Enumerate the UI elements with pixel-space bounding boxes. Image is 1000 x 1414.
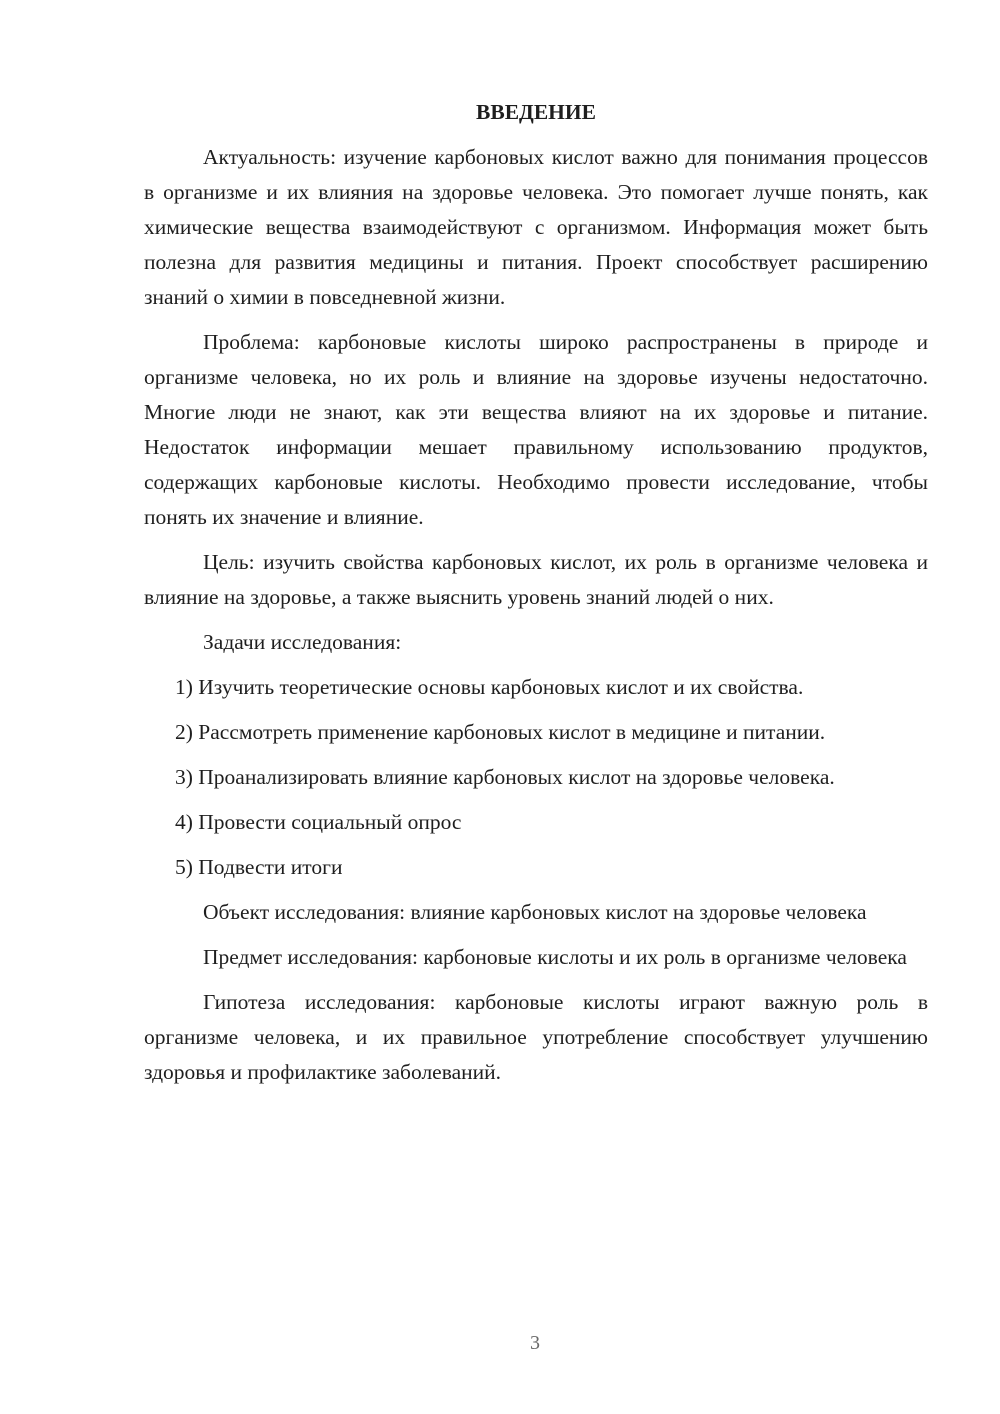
page-content xyxy=(144,95,928,1100)
task-item-1: 1) Изучить теоретические основы карбоновых кислот и их свойства. xyxy=(175,675,804,699)
task-item-3: 3) Проанализировать влияние карбоновых кислот на здоровье человека. xyxy=(175,765,835,789)
paragraph-hypothesis: Гипотеза исследования: карбоновые кислоты играют важную роль в организме человека, и их правильное употребление способствует улучшению здоровья и профилактике заболеваний. xyxy=(144,990,928,1084)
paragraph-tasks-heading: Задачи исследования: xyxy=(203,630,402,654)
task-item-4: 4) Провести социальный опрос xyxy=(175,810,462,834)
task-item-2: 2) Рассмотреть применение карбоновых кислот в медицине и питании. xyxy=(175,720,826,744)
section-heading: ВВЕДЕНИЕ xyxy=(476,100,596,124)
paragraph-relevance: Актуальность: изучение карбоновых кислот важно для понимания процессов в организме и их влияния на здоровье человека. Это помогает лучше понять, как химические вещества взаимодействуют с организмом. Информация может быть полезна для развития медицины и питания. Проект способствует расширению знаний о химии в повседневной жизни. xyxy=(144,145,928,309)
paragraph-goal: Цель: изучить свойства карбоновых кислот, их роль в организме человека и влияние на здоровье, а также выяснить уровень знаний людей о них. xyxy=(144,550,928,609)
paragraph-object: Объект исследования: влияние карбоновых кислот на здоровье человека xyxy=(203,900,867,924)
paragraph-problem: Проблема: карбоновые кислоты широко распространены в природе и организме человека, но их роль и влияние на здоровье изучены недостаточно. Многие люди не знают, как эти вещества влияют на их здоровье и питание. Недостаток информации мешает правильному использованию продуктов, содержащих карбоновые кислоты. Необходимо провести исследование, чтобы понять их значение и влияние. xyxy=(144,330,928,529)
paragraph-subject: Предмет исследования: карбоновые кислоты и их роль в организме человека xyxy=(203,945,907,969)
task-item-5: 5) Подвести итоги xyxy=(175,855,343,879)
page-number: 3 xyxy=(530,1332,540,1354)
